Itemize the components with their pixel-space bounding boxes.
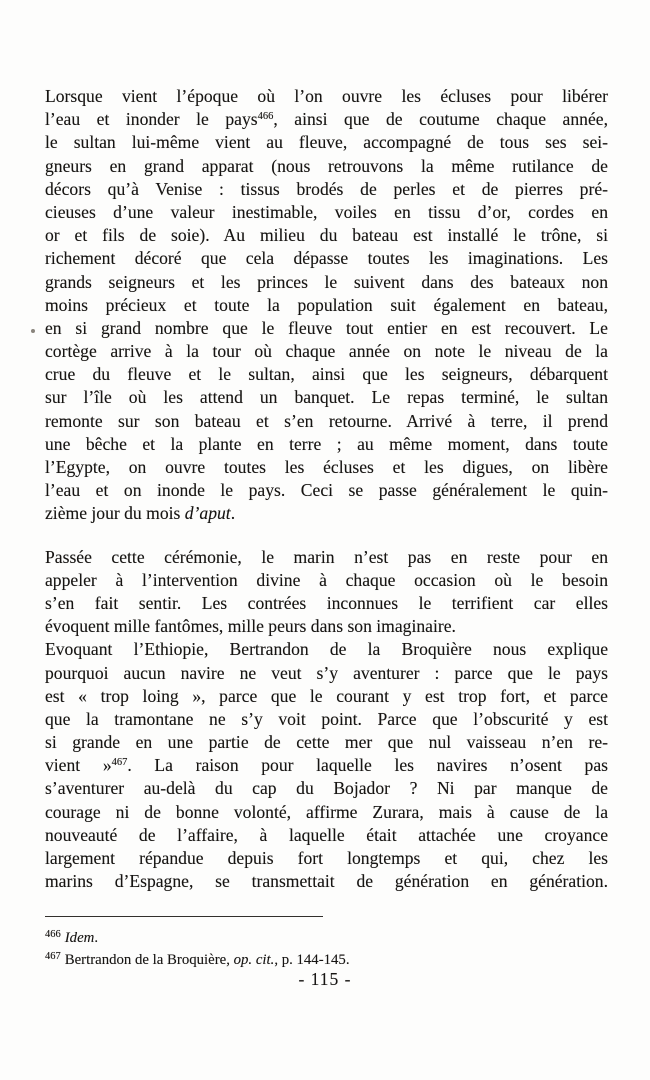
text-line: décors qu’à Venise : tissus brodés de perles et de pierres pré- (45, 178, 608, 199)
text-line: l’eau et inonder le pays$^{466}$, ainsi que de coutume chaque année, (45, 109, 608, 130)
text-line: remonte sur son bateau et s’en retourne. Arrivé à terre, il prend (45, 410, 608, 431)
text-line: sur l’île où les attend un banquet. Le repas terminé, le sultan (45, 387, 608, 408)
text-line: pourquoi aucun navire ne veut s’y aventurer : parce que le pays (45, 662, 608, 683)
text-line: l’Egypte, on ouvre toutes les écluses et les digues, on libère (45, 457, 608, 477)
text-line: s’en fait sentir. Les contrées inconnues le terrifient car elles (45, 592, 608, 613)
text-line: s’aventurer au-delà du cap du Bojador ? Ni par manque de (45, 778, 608, 799)
footnote: $^{467}$ Bertrandon de la Broquière, op. cit., p. 144-145. (45, 951, 350, 968)
text-line: une bêche et la plante en terre ; au même moment, dans toute (45, 433, 608, 454)
text-line: grands seigneurs et les princes le suivent dans des bateaux non (45, 271, 608, 292)
text-line: le sultan lui-même vient au fleuve, accompagné de tous ses sei- (45, 132, 608, 153)
paragraph (45, 85, 608, 526)
text-line: courage ni de bonne volonté, affirme Zurara, mais à cause de la (45, 801, 608, 822)
body-text (45, 85, 608, 893)
text-line: cieuses d’une valeur inestimable, voiles en tissu d’or, cordes en (45, 201, 608, 222)
text-line: nouveauté de l’affaire, à laquelle était attachée une croyance (45, 824, 608, 845)
footnote-marker: 466 (45, 929, 61, 940)
italic-text: d’aput (184, 503, 231, 524)
text-line: l’eau et on inonde le pays. Ceci se passe généralement le quin- (45, 480, 608, 501)
text-line: largement répandue depuis fort longtemps et qui, chez les (45, 848, 608, 868)
italic-text: Idem (64, 930, 95, 946)
text-line: marins d’Espagne, se transmettait de génération en génération. (45, 871, 608, 892)
text-line: crue du fleuve et le sultan, ainsi que les seigneurs, débarquent (45, 364, 608, 385)
text-line: Evoquant l’Ethiopie, Bertrandon de la Broquière nous explique (45, 639, 608, 660)
text-line: Lorsque vient l’époque où l’on ouvre les écluses pour libérer (45, 86, 608, 106)
text-line: appeler à l’intervention divine à chaque occasion où le besoin (45, 569, 608, 590)
text-line: zième jour du mois d’aput. (45, 503, 236, 524)
footnote-ref: 466 (257, 110, 274, 122)
footnote: $^{466}$ Idem. (45, 929, 99, 946)
text-line: évoquent mille fantômes, mille peurs dans son imaginaire. (45, 616, 456, 637)
text-line: moins précieux et toute la population suit également en bateau, (45, 294, 608, 315)
footnote-list (45, 927, 608, 971)
text-line: richement décoré que cela dépasse toutes les imaginations. Les (45, 248, 608, 269)
text-line: si grande en une partie de cette mer que nul vaisseau n’en re- (45, 732, 608, 753)
text-line: vient »$^{467}$. La raison pour laquelle les navires n’osent pas (45, 755, 609, 776)
footnote-ref: 467 (111, 756, 128, 768)
text-line: Passée cette cérémonie, le marin n’est pas en reste pour en (45, 546, 608, 567)
text-line: gneurs en grand apparat (nous retrouvons la même rutilance de (45, 155, 608, 176)
text-line: que la tramontane ne s’y voit point. Parce que l’obscurité y est (45, 708, 608, 729)
italic-text: op. cit. (233, 952, 275, 968)
text-line: cortège arrive à la tour où chaque année on note le niveau de la (45, 341, 608, 362)
footnote-separator (45, 916, 323, 917)
scan-speckle (31, 329, 35, 333)
text-line: est « trop loing », parce que le courant y est trop fort, et parce (45, 685, 608, 706)
footnote-marker: 467 (45, 951, 61, 962)
paragraph (45, 546, 608, 894)
text-line: or et fils de soie). Au milieu du bateau est installé le trône, si (45, 225, 608, 246)
text-line: en si grand nombre que le fleuve tout entier en est recouvert. Le (45, 317, 608, 338)
page-number-label: - 115 - (298, 969, 352, 989)
